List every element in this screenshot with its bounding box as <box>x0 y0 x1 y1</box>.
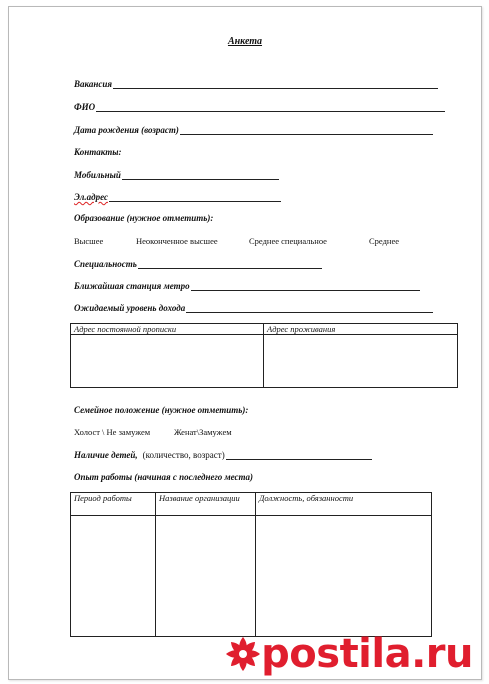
education-option-secondary-special[interactable]: Среднее специальное <box>249 236 327 246</box>
income-field <box>74 303 433 313</box>
education-option-incomplete-higher[interactable]: Неоконченное высшее <box>136 236 218 246</box>
address-residence-cell[interactable] <box>264 335 458 388</box>
mobile-line[interactable] <box>122 171 279 180</box>
experience-table <box>70 492 432 637</box>
income-line[interactable] <box>186 304 433 313</box>
children-label: Наличие детей, <box>74 450 138 460</box>
organization-header: Название организации <box>156 493 256 516</box>
specialty-line[interactable] <box>138 260 322 269</box>
birthdate-field <box>74 125 433 135</box>
mobile-field <box>74 170 279 180</box>
marital-option-single[interactable]: Холост \ Не замужем <box>74 427 151 437</box>
metro-line[interactable] <box>191 282 420 291</box>
specialty-label: Специальность <box>74 259 137 269</box>
education-option-higher[interactable]: Высшее <box>74 236 104 246</box>
period-cell[interactable] <box>71 516 156 637</box>
address-registration-header: Адрес постоянной прописки <box>71 324 264 335</box>
email-label: Эл.адрес <box>74 192 109 202</box>
position-header: Должность, обязанности <box>256 493 432 516</box>
experience-table-row <box>71 516 432 637</box>
experience-heading <box>74 472 253 482</box>
income-label: Ожидаемый уровень дохода <box>74 303 186 313</box>
birthdate-label: Дата рождения (возраст) <box>74 125 179 135</box>
email-field <box>74 192 281 202</box>
vacancy-label: Вакансия <box>74 79 112 89</box>
fio-label: ФИО <box>74 102 96 112</box>
address-table-header-row <box>71 324 458 335</box>
document-title: Анкета <box>227 36 263 47</box>
address-residence-header: Адрес проживания <box>264 324 458 335</box>
education-option-secondary[interactable]: Среднее <box>369 236 399 246</box>
children-field <box>74 450 372 460</box>
address-table-row <box>71 335 458 388</box>
vacancy-field <box>74 79 438 89</box>
position-cell[interactable] <box>256 516 432 637</box>
organization-cell[interactable] <box>156 516 256 637</box>
document-page <box>8 6 482 680</box>
children-note: (количество, возраст) <box>142 450 225 460</box>
vacancy-line[interactable] <box>113 80 438 89</box>
address-table <box>70 323 458 388</box>
specialty-field <box>74 259 322 269</box>
marital-option-married[interactable]: Женат\Замужем <box>174 427 232 437</box>
fio-line[interactable] <box>96 103 445 112</box>
mobile-label: Мобильный <box>74 170 121 180</box>
watermark-text: postila.ru <box>261 631 473 677</box>
education-heading <box>74 213 213 223</box>
experience-label: Опыт работы (начиная с последнего места) <box>74 472 254 482</box>
address-registration-cell[interactable] <box>71 335 264 388</box>
period-header: Период работы <box>71 493 156 516</box>
metro-field <box>74 281 420 291</box>
metro-label: Ближайшая станция метро <box>74 281 190 291</box>
email-line[interactable] <box>109 193 281 202</box>
education-label: Образование (нужное отметить): <box>74 213 214 223</box>
marital-heading <box>74 405 248 415</box>
birthdate-line[interactable] <box>180 126 433 135</box>
postila-watermark <box>223 631 473 677</box>
fio-field <box>74 102 445 112</box>
contacts-label: Контакты: <box>74 147 122 157</box>
postila-logo-icon <box>223 634 263 674</box>
marital-label: Семейное положение (нужное отметить): <box>74 405 249 415</box>
experience-table-header-row <box>71 493 432 516</box>
contacts-heading <box>74 147 121 157</box>
children-line[interactable] <box>226 451 372 460</box>
